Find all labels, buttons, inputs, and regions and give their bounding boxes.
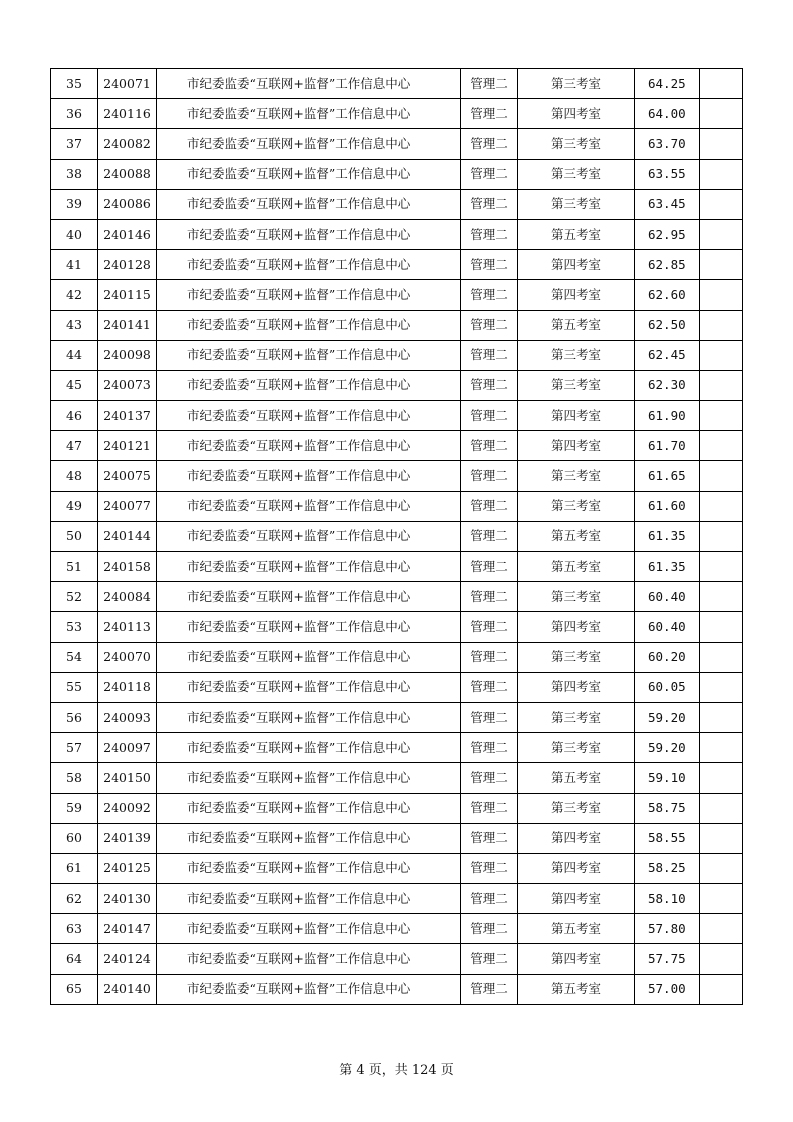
candidate-id-cell: 240115 [98, 280, 157, 310]
remark-cell [700, 491, 743, 521]
row-number-cell: 41 [51, 250, 98, 280]
table-row [51, 431, 743, 461]
score-cell: 61.35 [635, 552, 700, 582]
score-cell: 63.45 [635, 189, 700, 219]
remark-cell [700, 582, 743, 612]
department-cell: 市纪委监委“互联网+监督”工作信息中心 [157, 159, 461, 189]
score-cell: 57.80 [635, 914, 700, 944]
position-cell: 管理二 [461, 733, 518, 763]
score-cell: 63.70 [635, 129, 700, 159]
score-cell: 59.10 [635, 763, 700, 793]
score-table [50, 68, 743, 1005]
score-cell: 62.30 [635, 370, 700, 400]
exam-room-cell: 第五考室 [518, 310, 635, 340]
table-row [51, 280, 743, 310]
position-cell: 管理二 [461, 401, 518, 431]
exam-room-cell: 第四考室 [518, 612, 635, 642]
department-cell: 市纪委监委“互联网+监督”工作信息中心 [157, 521, 461, 551]
exam-room-cell: 第四考室 [518, 250, 635, 280]
candidate-id-cell: 240093 [98, 702, 157, 732]
row-number-cell: 36 [51, 99, 98, 129]
table-row [51, 491, 743, 521]
table-row [51, 733, 743, 763]
department-cell: 市纪委监委“互联网+监督”工作信息中心 [157, 370, 461, 400]
row-number-cell: 45 [51, 370, 98, 400]
remark-cell [700, 401, 743, 431]
candidate-id-cell: 240137 [98, 401, 157, 431]
table-row [51, 914, 743, 944]
department-cell: 市纪委监委“互联网+监督”工作信息中心 [157, 69, 461, 99]
table-row [51, 401, 743, 431]
score-cell: 58.55 [635, 823, 700, 853]
table-row [51, 129, 743, 159]
table-row [51, 612, 743, 642]
department-cell: 市纪委监委“互联网+监督”工作信息中心 [157, 642, 461, 672]
score-cell: 62.60 [635, 280, 700, 310]
row-number-cell: 49 [51, 491, 98, 521]
candidate-id-cell: 240116 [98, 99, 157, 129]
exam-room-cell: 第五考室 [518, 974, 635, 1004]
exam-room-cell: 第三考室 [518, 582, 635, 612]
position-cell: 管理二 [461, 189, 518, 219]
table-row [51, 521, 743, 551]
remark-cell [700, 612, 743, 642]
remark-cell [700, 823, 743, 853]
position-cell: 管理二 [461, 280, 518, 310]
department-cell: 市纪委监委“互联网+监督”工作信息中心 [157, 702, 461, 732]
score-cell: 60.40 [635, 612, 700, 642]
remark-cell [700, 884, 743, 914]
remark-cell [700, 280, 743, 310]
score-cell: 57.00 [635, 974, 700, 1004]
row-number-cell: 40 [51, 219, 98, 249]
exam-room-cell: 第四考室 [518, 944, 635, 974]
remark-cell [700, 310, 743, 340]
row-number-cell: 62 [51, 884, 98, 914]
position-cell: 管理二 [461, 491, 518, 521]
page-footer: 第 4 页，共 124 页 [339, 1063, 454, 1078]
table-row [51, 461, 743, 491]
score-cell: 58.75 [635, 793, 700, 823]
candidate-id-cell: 240086 [98, 189, 157, 219]
row-number-cell: 63 [51, 914, 98, 944]
table-row [51, 582, 743, 612]
candidate-id-cell: 240124 [98, 944, 157, 974]
candidate-id-cell: 240073 [98, 370, 157, 400]
position-cell: 管理二 [461, 974, 518, 1004]
candidate-id-cell: 240077 [98, 491, 157, 521]
remark-cell [700, 159, 743, 189]
table-row [51, 370, 743, 400]
department-cell: 市纪委监委“互联网+监督”工作信息中心 [157, 219, 461, 249]
department-cell: 市纪委监委“互联网+监督”工作信息中心 [157, 853, 461, 883]
department-cell: 市纪委监委“互联网+监督”工作信息中心 [157, 884, 461, 914]
candidate-id-cell: 240084 [98, 582, 157, 612]
table-body [51, 69, 743, 1005]
position-cell: 管理二 [461, 99, 518, 129]
department-cell: 市纪委监委“互联网+监督”工作信息中心 [157, 250, 461, 280]
exam-room-cell: 第五考室 [518, 914, 635, 944]
candidate-id-cell: 240141 [98, 310, 157, 340]
table-row [51, 69, 743, 99]
candidate-id-cell: 240146 [98, 219, 157, 249]
remark-cell [700, 189, 743, 219]
position-cell: 管理二 [461, 582, 518, 612]
remark-cell [700, 944, 743, 974]
table-row [51, 642, 743, 672]
row-number-cell: 52 [51, 582, 98, 612]
candidate-id-cell: 240113 [98, 612, 157, 642]
score-cell: 57.75 [635, 944, 700, 974]
remark-cell [700, 733, 743, 763]
department-cell: 市纪委监委“互联网+监督”工作信息中心 [157, 672, 461, 702]
row-number-cell: 42 [51, 280, 98, 310]
candidate-id-cell: 240097 [98, 733, 157, 763]
remark-cell [700, 914, 743, 944]
exam-room-cell: 第三考室 [518, 69, 635, 99]
department-cell: 市纪委监委“互联网+监督”工作信息中心 [157, 552, 461, 582]
candidate-id-cell: 240150 [98, 763, 157, 793]
score-cell: 61.60 [635, 491, 700, 521]
exam-room-cell: 第四考室 [518, 853, 635, 883]
candidate-id-cell: 240144 [98, 521, 157, 551]
position-cell: 管理二 [461, 310, 518, 340]
exam-room-cell: 第三考室 [518, 491, 635, 521]
department-cell: 市纪委监委“互联网+监督”工作信息中心 [157, 280, 461, 310]
row-number-cell: 56 [51, 702, 98, 732]
position-cell: 管理二 [461, 431, 518, 461]
exam-room-cell: 第三考室 [518, 702, 635, 732]
position-cell: 管理二 [461, 763, 518, 793]
department-cell: 市纪委监委“互联网+监督”工作信息中心 [157, 99, 461, 129]
exam-room-cell: 第三考室 [518, 370, 635, 400]
department-cell: 市纪委监委“互联网+监督”工作信息中心 [157, 793, 461, 823]
score-cell: 60.20 [635, 642, 700, 672]
position-cell: 管理二 [461, 552, 518, 582]
exam-room-cell: 第三考室 [518, 159, 635, 189]
department-cell: 市纪委监委“互联网+监督”工作信息中心 [157, 733, 461, 763]
position-cell: 管理二 [461, 129, 518, 159]
candidate-id-cell: 240158 [98, 552, 157, 582]
department-cell: 市纪委监委“互联网+监督”工作信息中心 [157, 461, 461, 491]
exam-room-cell: 第五考室 [518, 763, 635, 793]
row-number-cell: 38 [51, 159, 98, 189]
remark-cell [700, 69, 743, 99]
candidate-id-cell: 240125 [98, 853, 157, 883]
position-cell: 管理二 [461, 461, 518, 491]
exam-room-cell: 第四考室 [518, 280, 635, 310]
table-row [51, 702, 743, 732]
position-cell: 管理二 [461, 219, 518, 249]
department-cell: 市纪委监委“互联网+监督”工作信息中心 [157, 944, 461, 974]
remark-cell [700, 431, 743, 461]
row-number-cell: 46 [51, 401, 98, 431]
candidate-id-cell: 240082 [98, 129, 157, 159]
department-cell: 市纪委监委“互联网+监督”工作信息中心 [157, 431, 461, 461]
position-cell: 管理二 [461, 823, 518, 853]
department-cell: 市纪委监委“互联网+监督”工作信息中心 [157, 340, 461, 370]
row-number-cell: 44 [51, 340, 98, 370]
table-row [51, 250, 743, 280]
position-cell: 管理二 [461, 521, 518, 551]
position-cell: 管理二 [461, 250, 518, 280]
score-cell: 61.35 [635, 521, 700, 551]
exam-room-cell: 第三考室 [518, 189, 635, 219]
row-number-cell: 54 [51, 642, 98, 672]
position-cell: 管理二 [461, 642, 518, 672]
candidate-id-cell: 240088 [98, 159, 157, 189]
remark-cell [700, 250, 743, 280]
department-cell: 市纪委监委“互联网+监督”工作信息中心 [157, 310, 461, 340]
department-cell: 市纪委监委“互联网+监督”工作信息中心 [157, 823, 461, 853]
table-row [51, 944, 743, 974]
score-cell: 60.05 [635, 672, 700, 702]
score-cell: 60.40 [635, 582, 700, 612]
candidate-id-cell: 240075 [98, 461, 157, 491]
exam-room-cell: 第三考室 [518, 733, 635, 763]
row-number-cell: 61 [51, 853, 98, 883]
exam-room-cell: 第三考室 [518, 793, 635, 823]
position-cell: 管理二 [461, 793, 518, 823]
score-cell: 58.25 [635, 853, 700, 883]
row-number-cell: 55 [51, 672, 98, 702]
exam-room-cell: 第四考室 [518, 672, 635, 702]
row-number-cell: 35 [51, 69, 98, 99]
position-cell: 管理二 [461, 340, 518, 370]
row-number-cell: 43 [51, 310, 98, 340]
candidate-id-cell: 240147 [98, 914, 157, 944]
table-row [51, 763, 743, 793]
row-number-cell: 59 [51, 793, 98, 823]
department-cell: 市纪委监委“互联网+监督”工作信息中心 [157, 401, 461, 431]
table-row [51, 974, 743, 1004]
candidate-id-cell: 240139 [98, 823, 157, 853]
exam-room-cell: 第四考室 [518, 823, 635, 853]
position-cell: 管理二 [461, 702, 518, 732]
remark-cell [700, 461, 743, 491]
department-cell: 市纪委监委“互联网+监督”工作信息中心 [157, 129, 461, 159]
score-cell: 61.70 [635, 431, 700, 461]
department-cell: 市纪委监委“互联网+监督”工作信息中心 [157, 491, 461, 521]
position-cell: 管理二 [461, 370, 518, 400]
exam-room-cell: 第三考室 [518, 340, 635, 370]
department-cell: 市纪委监委“互联网+监督”工作信息中心 [157, 914, 461, 944]
remark-cell [700, 702, 743, 732]
position-cell: 管理二 [461, 612, 518, 642]
remark-cell [700, 763, 743, 793]
remark-cell [700, 521, 743, 551]
row-number-cell: 64 [51, 944, 98, 974]
score-cell: 58.10 [635, 884, 700, 914]
row-number-cell: 39 [51, 189, 98, 219]
department-cell: 市纪委监委“互联网+监督”工作信息中心 [157, 763, 461, 793]
score-cell: 64.00 [635, 99, 700, 129]
table-row [51, 884, 743, 914]
exam-room-cell: 第四考室 [518, 401, 635, 431]
remark-cell [700, 340, 743, 370]
exam-room-cell: 第四考室 [518, 884, 635, 914]
score-cell: 62.50 [635, 310, 700, 340]
table-row [51, 310, 743, 340]
position-cell: 管理二 [461, 944, 518, 974]
exam-room-cell: 第四考室 [518, 99, 635, 129]
score-cell: 61.65 [635, 461, 700, 491]
score-cell: 62.85 [635, 250, 700, 280]
score-cell: 59.20 [635, 733, 700, 763]
table-row [51, 340, 743, 370]
table-row [51, 853, 743, 883]
table-row [51, 552, 743, 582]
remark-cell [700, 672, 743, 702]
table-row [51, 99, 743, 129]
remark-cell [700, 99, 743, 129]
row-number-cell: 60 [51, 823, 98, 853]
department-cell: 市纪委监委“互联网+监督”工作信息中心 [157, 189, 461, 219]
candidate-id-cell: 240121 [98, 431, 157, 461]
position-cell: 管理二 [461, 69, 518, 99]
row-number-cell: 51 [51, 552, 98, 582]
department-cell: 市纪委监委“互联网+监督”工作信息中心 [157, 612, 461, 642]
row-number-cell: 50 [51, 521, 98, 551]
remark-cell [700, 219, 743, 249]
remark-cell [700, 853, 743, 883]
remark-cell [700, 552, 743, 582]
table-row [51, 672, 743, 702]
score-cell: 61.90 [635, 401, 700, 431]
exam-room-cell: 第四考室 [518, 431, 635, 461]
exam-room-cell: 第五考室 [518, 521, 635, 551]
candidate-id-cell: 240070 [98, 642, 157, 672]
row-number-cell: 37 [51, 129, 98, 159]
department-cell: 市纪委监委“互联网+监督”工作信息中心 [157, 974, 461, 1004]
remark-cell [700, 793, 743, 823]
remark-cell [700, 370, 743, 400]
position-cell: 管理二 [461, 853, 518, 883]
position-cell: 管理二 [461, 672, 518, 702]
position-cell: 管理二 [461, 914, 518, 944]
score-cell: 59.20 [635, 702, 700, 732]
candidate-id-cell: 240128 [98, 250, 157, 280]
position-cell: 管理二 [461, 159, 518, 189]
exam-room-cell: 第三考室 [518, 461, 635, 491]
remark-cell [700, 974, 743, 1004]
row-number-cell: 48 [51, 461, 98, 491]
exam-room-cell: 第五考室 [518, 219, 635, 249]
candidate-id-cell: 240130 [98, 884, 157, 914]
table-row [51, 189, 743, 219]
candidate-id-cell: 240098 [98, 340, 157, 370]
remark-cell [700, 129, 743, 159]
candidate-id-cell: 240140 [98, 974, 157, 1004]
table-row [51, 823, 743, 853]
row-number-cell: 65 [51, 974, 98, 1004]
row-number-cell: 57 [51, 733, 98, 763]
position-cell: 管理二 [461, 884, 518, 914]
department-cell: 市纪委监委“互联网+监督”工作信息中心 [157, 582, 461, 612]
exam-room-cell: 第三考室 [518, 642, 635, 672]
score-cell: 62.45 [635, 340, 700, 370]
table-row [51, 219, 743, 249]
exam-room-cell: 第三考室 [518, 129, 635, 159]
table-row [51, 793, 743, 823]
table-row [51, 159, 743, 189]
score-cell: 62.95 [635, 219, 700, 249]
row-number-cell: 53 [51, 612, 98, 642]
candidate-id-cell: 240071 [98, 69, 157, 99]
candidate-id-cell: 240118 [98, 672, 157, 702]
candidate-id-cell: 240092 [98, 793, 157, 823]
exam-room-cell: 第五考室 [518, 552, 635, 582]
score-cell: 63.55 [635, 159, 700, 189]
row-number-cell: 47 [51, 431, 98, 461]
score-sheet [50, 68, 742, 1005]
remark-cell [700, 642, 743, 672]
score-cell: 64.25 [635, 69, 700, 99]
row-number-cell: 58 [51, 763, 98, 793]
